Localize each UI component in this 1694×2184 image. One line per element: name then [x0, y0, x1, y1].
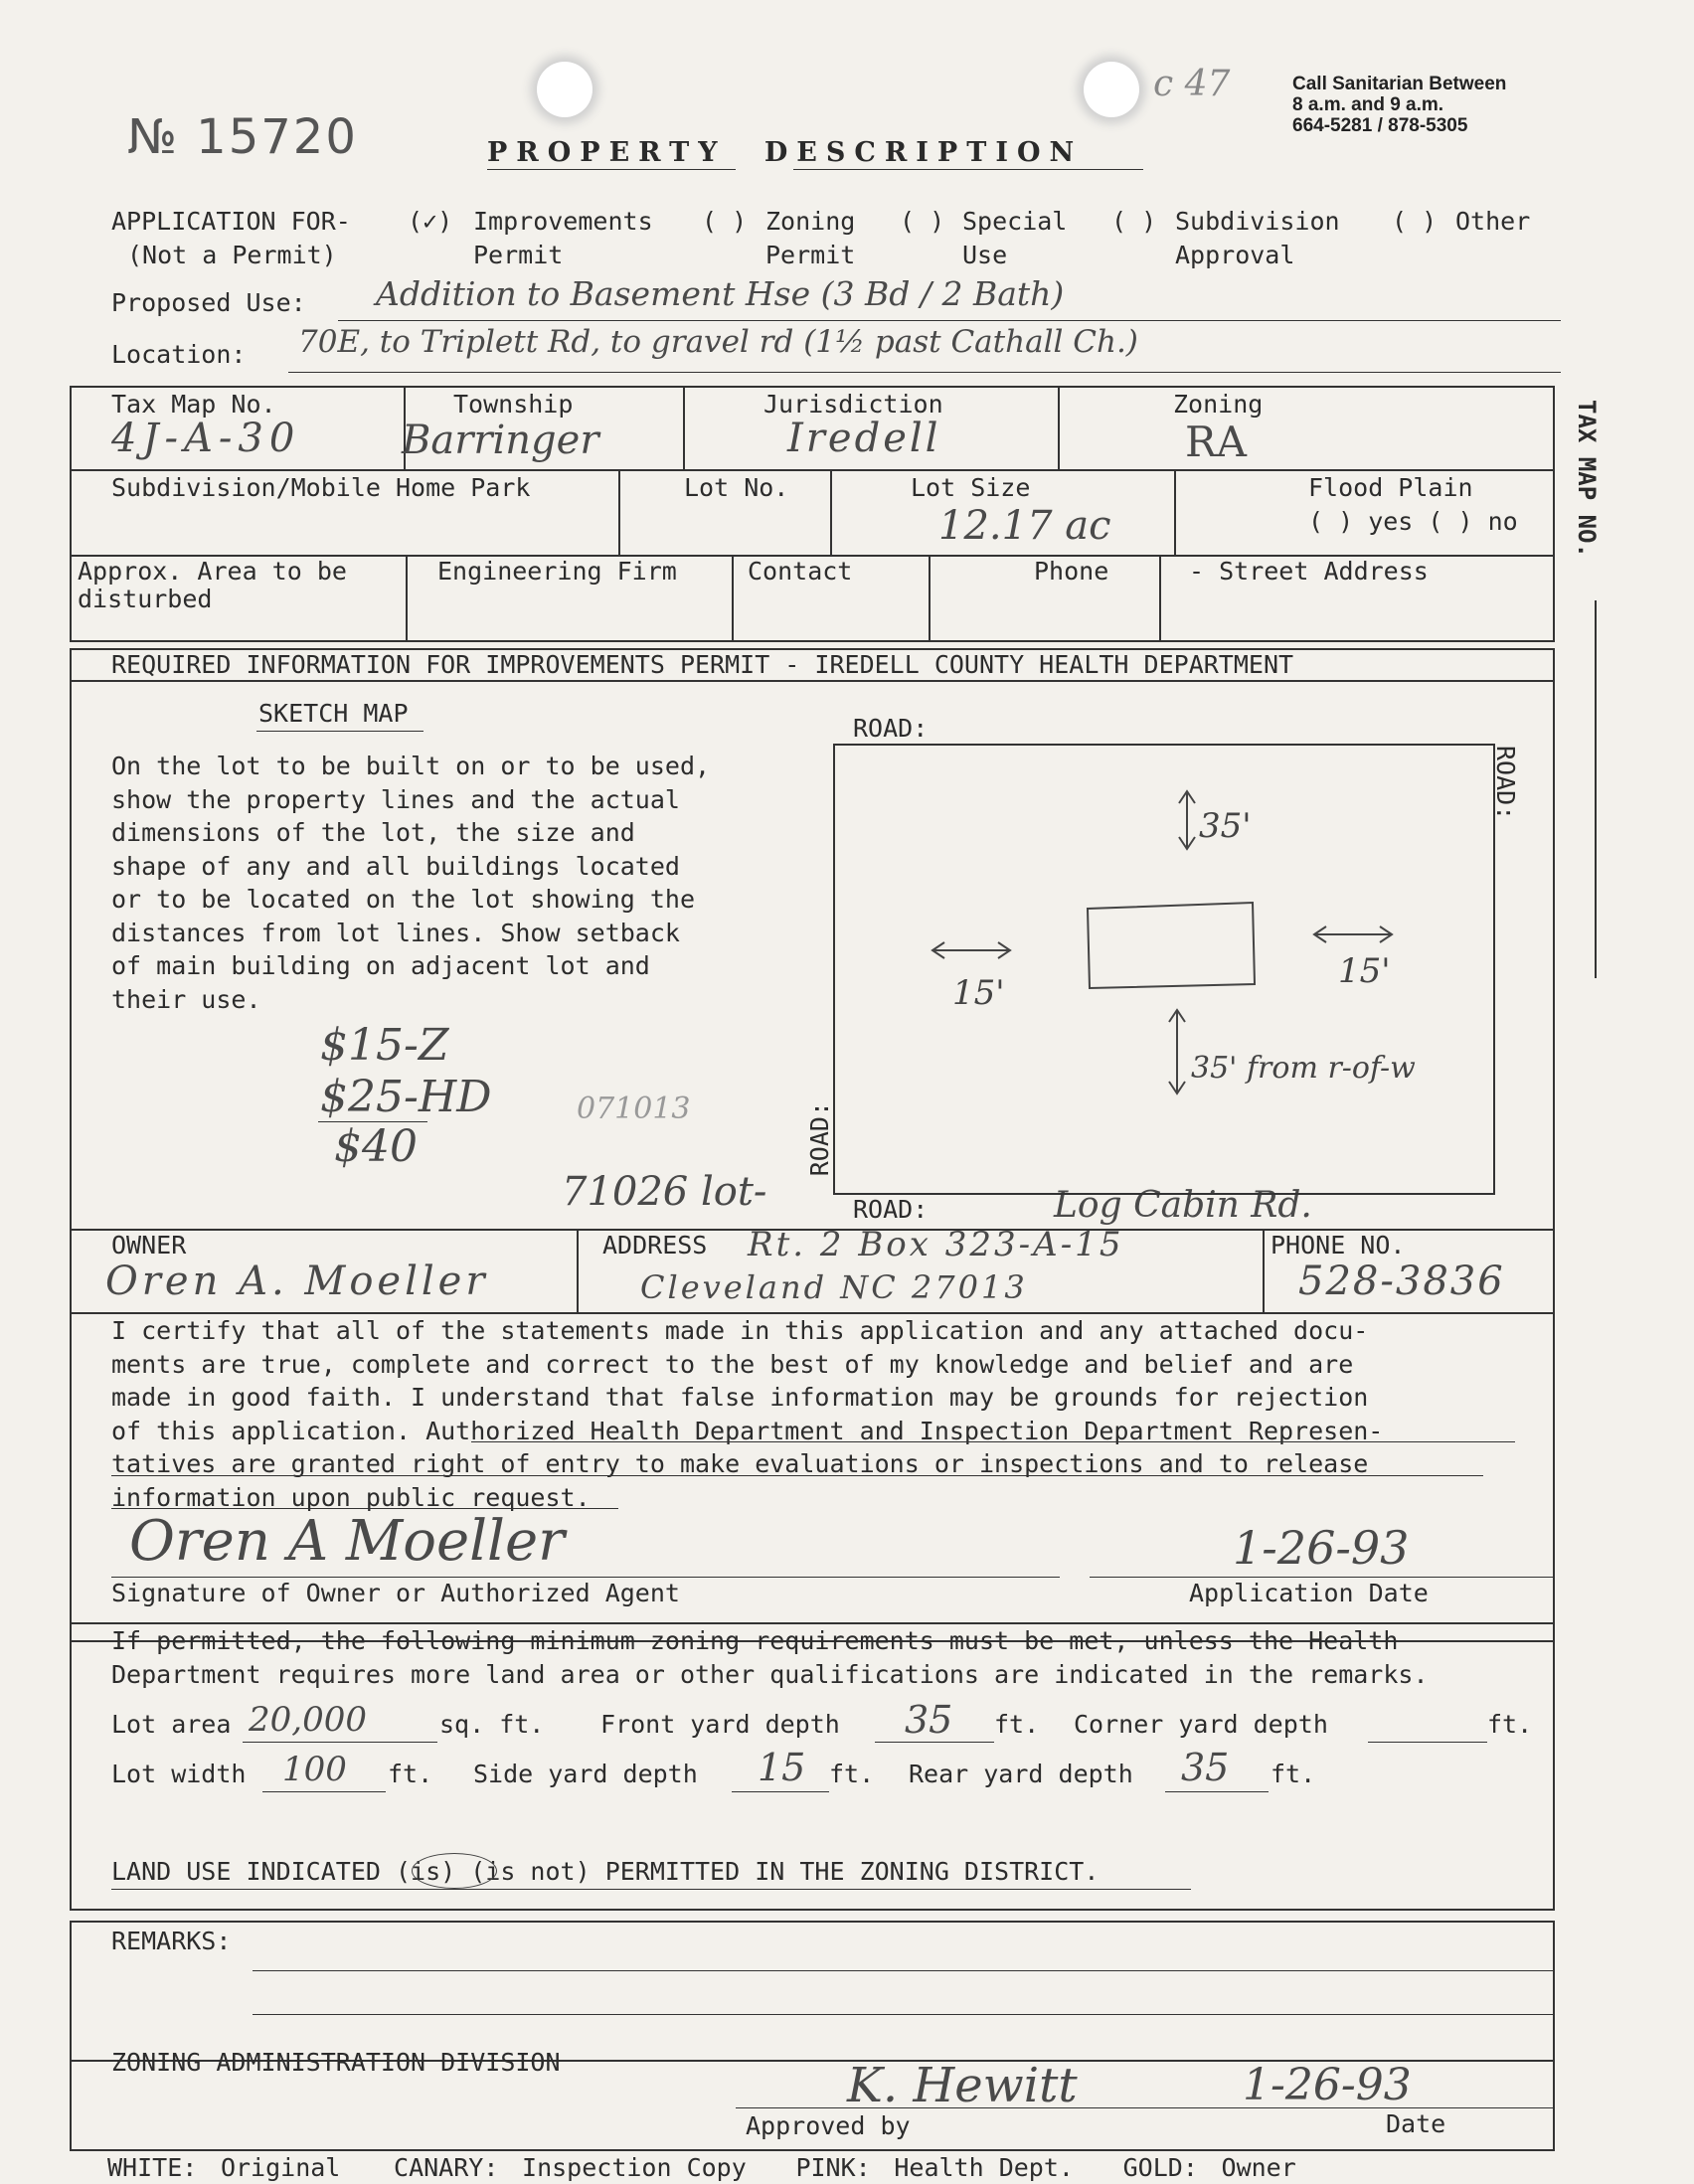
- side-yard-value[interactable]: 15: [758, 1746, 806, 1789]
- sketch-map-title-underline: [256, 731, 424, 732]
- township-value[interactable]: Barringer: [402, 418, 599, 463]
- arrow-bottom: [1169, 1010, 1185, 1093]
- flood-plain-options[interactable]: ( ) yes ( ) no: [1308, 507, 1518, 536]
- proposed-use-value[interactable]: Addition to Basement Hse (3 Bd / 2 Bath): [376, 274, 1065, 313]
- option-subdivision-label-2: Approval: [1175, 241, 1295, 269]
- owner-label: OWNER: [111, 1231, 187, 1260]
- lot-area-label: Lot area: [111, 1710, 232, 1739]
- punch-hole-right: [1084, 62, 1139, 117]
- remarks-label: REMARKS:: [111, 1927, 232, 1955]
- jurisdiction-value[interactable]: Iredell: [787, 416, 941, 461]
- jurisdiction-label: Jurisdiction: [763, 390, 943, 419]
- cert-underline-1: [471, 1441, 1515, 1442]
- option-subdivision-mark[interactable]: ( ): [1111, 207, 1157, 236]
- instruction-line: dimensions of the lot, the size and: [111, 818, 635, 847]
- tax-map-side-line: [1595, 600, 1597, 978]
- lot-width-label: Lot width: [111, 1760, 247, 1788]
- remarks-line-2[interactable]: [253, 2014, 1555, 2015]
- option-zoning-label-2: Permit: [765, 241, 856, 269]
- front-yard-line: [875, 1742, 994, 1743]
- application-label-2: (Not a Permit): [127, 241, 337, 269]
- pink-copy-value: Health Dept.: [894, 2153, 1074, 2182]
- parcel-col-4: [618, 469, 620, 555]
- title-underline-1: [487, 169, 736, 170]
- approved-by-label: Approved by: [746, 2111, 911, 2140]
- option-improvements-label-2: Permit: [473, 241, 564, 269]
- land-use-statement: LAND USE INDICATED (is) (is not) PERMITTED IN THE ZONING DISTRICT.: [111, 1857, 1100, 1886]
- side-yard-label: Side yard depth: [473, 1760, 698, 1788]
- zoning-label: Zoning: [1173, 390, 1264, 419]
- option-other-mark[interactable]: ( ): [1392, 207, 1438, 236]
- certification-line: I certify that all of the statements made in this application and any attached docu-: [111, 1316, 1369, 1345]
- sanitarian-line-1: Call Sanitarian Between: [1292, 74, 1507, 94]
- sketch-map-title: SKETCH MAP: [258, 699, 409, 728]
- approval-line: [736, 2107, 1555, 2108]
- contact-label: Contact: [748, 557, 853, 586]
- fee-note: 071013: [577, 1092, 691, 1126]
- fee-total: $40: [334, 1121, 418, 1172]
- application-date-label: Application Date: [1189, 1579, 1429, 1607]
- proposed-use-label: Proposed Use:: [111, 288, 306, 317]
- dim-right: 15': [1338, 951, 1391, 991]
- fee-zoning: $15-Z: [320, 1020, 449, 1071]
- lot-area-line: [243, 1742, 437, 1743]
- road-bottom-value: Log Cabin Rd.: [1054, 1185, 1312, 1226]
- option-special-use-mark[interactable]: ( ): [900, 207, 945, 236]
- option-zoning-mark[interactable]: ( ): [702, 207, 748, 236]
- application-label-1: APPLICATION FOR-: [111, 207, 351, 236]
- pink-copy-label: PINK:: [795, 2153, 871, 2182]
- phone-no-value[interactable]: 528-3836: [1298, 1259, 1505, 1304]
- option-subdivision-label-1: Subdivision: [1175, 207, 1340, 236]
- improvements-header-line: [70, 680, 1555, 682]
- lot-size-label: Lot Size: [911, 473, 1031, 502]
- front-yard-value[interactable]: 35: [905, 1698, 953, 1742]
- improvements-header: REQUIRED INFORMATION FOR IMPROVEMENTS PERMIT - IREDELL COUNTY HEALTH DEPARTMENT: [111, 650, 1294, 679]
- road-top-label: ROAD:: [853, 714, 929, 743]
- zoning-intro-2: Department requires more land area or other qualifications are indicated in the remarks.: [111, 1660, 1429, 1689]
- instruction-line: show the property lines and the actual: [111, 784, 680, 814]
- dim-left: 15': [952, 973, 1005, 1013]
- copy-distribution: [107, 2153, 1296, 2182]
- certification-line: tatives are granted right of entry to make evaluations or inspections and to release: [111, 1449, 1369, 1478]
- white-copy-value: Original: [220, 2153, 341, 2182]
- signature-line: [111, 1577, 1060, 1578]
- location-label: Location:: [111, 340, 247, 369]
- land-use-underline: [111, 1889, 1191, 1890]
- gold-copy-value: Owner: [1221, 2153, 1296, 2182]
- certification-line: made in good faith. I understand that false information may be grounds for rejection: [111, 1383, 1369, 1412]
- canary-copy-label: CANARY:: [394, 2153, 499, 2182]
- tax-map-side-label: TAX MAP NO.: [1573, 400, 1601, 558]
- parcel-col-6: [1174, 469, 1176, 555]
- rear-yard-line: [1165, 1791, 1269, 1792]
- lot-area-value[interactable]: 20,000: [249, 1700, 367, 1740]
- zoning-division-label: ZONING ADMINISTRATION DIVISION: [111, 2048, 561, 2077]
- zoning-intro-1: If permitted, the following minimum zoning requirements must be met, unless the Health: [111, 1626, 1399, 1655]
- parcel-grid-divider-1: [70, 469, 1555, 471]
- parcel-col-9: [929, 555, 931, 642]
- road-left-label: ROAD:: [805, 1101, 834, 1177]
- instruction-line: of main building on adjacent lot and: [111, 951, 650, 980]
- punch-hole-left: [537, 62, 593, 117]
- address-line-1[interactable]: Rt. 2 Box 323-A-15: [748, 1225, 1124, 1264]
- option-improvements-label-1: Improvements: [473, 207, 653, 236]
- certification-line: information upon public request.: [111, 1482, 591, 1512]
- approved-by-value[interactable]: K. Hewitt: [847, 2058, 1078, 2113]
- white-copy-label: WHITE:: [107, 2153, 198, 2182]
- side-yard-line: [732, 1791, 829, 1792]
- lot-width-unit: ft.: [388, 1760, 433, 1788]
- dim-bottom: 35' from r-of-w: [1191, 1051, 1416, 1086]
- address-line-2[interactable]: Cleveland NC 27013: [640, 1268, 1028, 1306]
- corner-handwriting: c 47: [1153, 64, 1231, 104]
- fee-health-dept: $25-HD: [320, 1072, 492, 1122]
- page-title: PROPERTY DESCRIPTION: [487, 137, 1084, 168]
- side-yard-unit: ft.: [829, 1760, 875, 1788]
- instruction-line: shape of any and all buildings located: [111, 851, 680, 881]
- phone-label: Phone: [1034, 557, 1109, 586]
- signature-value[interactable]: Oren A Moeller: [129, 1509, 565, 1574]
- front-yard-unit: ft.: [994, 1710, 1040, 1739]
- lot-area-unit: sq. ft.: [439, 1710, 545, 1739]
- address-label: ADDRESS: [602, 1231, 708, 1260]
- instruction-line: or to be located on the lot showing the: [111, 885, 695, 914]
- remarks-line-1[interactable]: [253, 1970, 1555, 1971]
- lot-size-value[interactable]: 12.17 ac: [938, 503, 1111, 549]
- parcel-col-5: [830, 469, 832, 555]
- option-special-use-label-2: Use: [962, 241, 1008, 269]
- township-label: Township: [453, 390, 574, 419]
- rear-yard-value[interactable]: 35: [1181, 1746, 1230, 1789]
- phone-no-label: PHONE NO.: [1270, 1231, 1406, 1260]
- road-right-label: ROAD:: [1491, 746, 1520, 821]
- arrow-top: [1179, 791, 1195, 849]
- arrow-right: [1314, 926, 1392, 942]
- sanitarian-note: [1292, 74, 1506, 136]
- dim-top: 35': [1199, 806, 1252, 846]
- area-disturbed-label-1: Approx. Area to be: [78, 557, 347, 586]
- road-bottom-label: ROAD:: [853, 1195, 929, 1224]
- parcel-col-3: [1058, 386, 1060, 469]
- zoning-value[interactable]: RA: [1185, 418, 1247, 466]
- rear-yard-label: Rear yard depth: [909, 1760, 1133, 1788]
- sanitarian-line-2: 8 a.m. and 9 a.m.: [1292, 94, 1444, 115]
- owner-value[interactable]: Oren A. Moeller: [105, 1259, 489, 1304]
- certification-line: ments are true, complete and correct to the best of my knowledge and belief and are: [111, 1349, 1354, 1379]
- tax-map-label: Tax Map No.: [111, 390, 276, 419]
- tax-map-value[interactable]: 4J-A-30: [111, 416, 301, 461]
- approval-date-label: Date: [1386, 2109, 1446, 2138]
- engineering-firm-label: Engineering Firm: [437, 557, 677, 586]
- street-address-label: - Street Address: [1189, 557, 1429, 586]
- certification-text: [111, 1314, 1383, 1514]
- flood-plain-label: Flood Plain: [1308, 473, 1473, 502]
- owner-col-1: [577, 1229, 579, 1312]
- location-underline: [288, 372, 1561, 373]
- form-number: № 15720: [127, 109, 358, 165]
- approved-date-value[interactable]: 1-26-93: [1243, 2060, 1412, 2110]
- location-value[interactable]: 70E, to Triplett Rd, to gravel rd (1½ past Cathall Ch.): [298, 324, 1138, 360]
- sanitarian-phones: 664-5281 / 878-5305: [1292, 115, 1468, 136]
- area-disturbed-label-2: disturbed: [78, 585, 213, 613]
- corner-yard-label: Corner yard depth: [1074, 1710, 1328, 1739]
- application-date-line: [1090, 1577, 1555, 1578]
- owner-col-2: [1263, 1229, 1265, 1312]
- parcel-col-10: [1159, 555, 1161, 642]
- front-yard-label: Front yard depth: [600, 1710, 840, 1739]
- sketch-drawing: [833, 744, 1495, 1195]
- option-zoning-label-1: Zoning: [765, 207, 856, 236]
- parcel-col-2: [683, 386, 685, 469]
- instruction-line: distances from lot lines. Show setback: [111, 918, 680, 947]
- instruction-line: their use.: [111, 984, 261, 1014]
- lot-width-line: [262, 1791, 386, 1792]
- lot-no-label: Lot No.: [684, 473, 789, 502]
- gold-copy-label: GOLD:: [1122, 2153, 1198, 2182]
- instruction-line: On the lot to be built on or to be used,: [111, 752, 711, 780]
- subdivision-label: Subdivision/Mobile Home Park: [111, 473, 531, 502]
- canary-copy-value: Inspection Copy: [522, 2153, 747, 2182]
- title-underline-2: [793, 169, 1143, 170]
- parcel-col-7: [406, 555, 408, 642]
- option-special-use-label-1: Special: [962, 207, 1068, 236]
- land-use-is-circle: [412, 1853, 497, 1889]
- lot-note: 71026 lot-: [562, 1169, 767, 1215]
- sketch-instructions: [111, 750, 710, 1016]
- certification-line: of this application. Authorized Health Department and Inspection Department Represen-: [111, 1416, 1384, 1445]
- corner-yard-unit: ft.: [1487, 1710, 1533, 1739]
- option-improvements-mark[interactable]: (✓): [408, 207, 453, 236]
- proposed-use-underline: [338, 320, 1561, 321]
- parcel-col-8: [732, 555, 734, 642]
- option-other-label-1: Other: [1455, 207, 1531, 236]
- cert-underline-2: [111, 1475, 1483, 1476]
- building-outline: [1088, 903, 1255, 988]
- corner-yard-line: [1368, 1742, 1487, 1743]
- arrow-left: [932, 942, 1010, 958]
- application-date-value[interactable]: 1-26-93: [1233, 1521, 1410, 1575]
- lot-width-value[interactable]: 100: [282, 1750, 347, 1789]
- rear-yard-unit: ft.: [1270, 1760, 1316, 1788]
- signature-label: Signature of Owner or Authorized Agent: [111, 1579, 680, 1607]
